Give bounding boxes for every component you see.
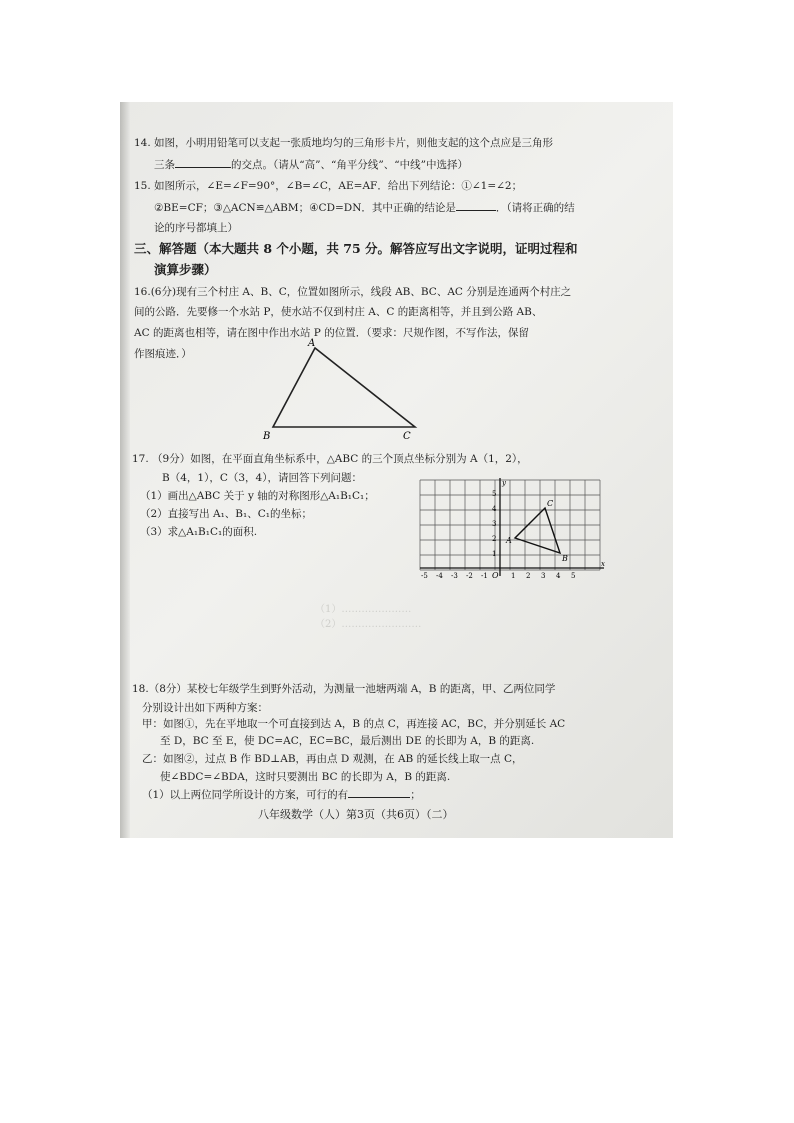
x-tick-label: -3 bbox=[451, 572, 458, 580]
triangle-abc-grid bbox=[515, 508, 560, 553]
page-edge-shadow bbox=[120, 102, 130, 838]
q15-line2 bbox=[154, 200, 575, 215]
exam-page-photo bbox=[120, 102, 673, 838]
q17-part3: （3）求△A₁B₁C₁的面积. bbox=[140, 526, 258, 538]
bleed-through-text-1: （1）………………… bbox=[315, 604, 412, 615]
q15-answer-blank[interactable] bbox=[456, 200, 496, 211]
x-tick-label: -2 bbox=[466, 572, 473, 580]
q18-line1: 18.（8分）某校七年级学生到野外活动，为测量一池塘两端 A，B 的距离，甲、乙两位同学 bbox=[132, 683, 556, 695]
grid-triangle bbox=[505, 499, 568, 563]
grid-point-label-c: C bbox=[547, 499, 554, 508]
q15-line3: 论的序号都填上） bbox=[154, 222, 238, 234]
q18-line7-b: ； bbox=[410, 789, 421, 801]
grid-point-label-b: B bbox=[562, 554, 568, 563]
q18-line7 bbox=[142, 787, 421, 802]
grid-point-label-a: A bbox=[506, 536, 512, 545]
origin-label: O bbox=[492, 571, 499, 580]
q15-line2-b: ．（请将正确的结 bbox=[495, 202, 575, 214]
bleed-through-text-2: （2）…………………… bbox=[315, 619, 422, 630]
q18-line5: 乙：如图②，过点 B 作 BD⊥AB，再由点 D 观测，在 AB 的延长线上取一点 C， bbox=[142, 753, 523, 765]
x-tick-label: 1 bbox=[511, 572, 516, 580]
y-tick-label: 4 bbox=[492, 505, 497, 513]
grid-lines bbox=[420, 480, 600, 570]
triangle-abc bbox=[273, 348, 415, 427]
x-tick-label: 3 bbox=[541, 572, 546, 580]
grid-axes bbox=[420, 478, 604, 576]
q14-answer-blank[interactable] bbox=[175, 157, 231, 168]
q16-line2: 间的公路．先要修一个水站 P，使水站不仅到村庄 A、C 的距离相等，并且到公路 AB、 bbox=[134, 306, 543, 318]
y-tick-label: 1 bbox=[492, 550, 497, 558]
y-tick-label: 3 bbox=[492, 520, 497, 528]
q17-line1: 17. （9分）如图，在平面直角坐标系中，△ABC 的三个顶点坐标分别为 A（1，2）， bbox=[132, 453, 528, 465]
x-tick-label: 4 bbox=[556, 572, 561, 580]
q18-line4: 至 D，BC 至 E，使 DC=AC，EC=BC，最后测出 DE 的长即为 A，B 的距离. bbox=[160, 735, 535, 747]
q16-line3: AC 的距离也相等，请在图中作出水站 P 的位置．（要求：尺规作图，不写作法，保留 bbox=[134, 327, 529, 339]
x-tick-label: -4 bbox=[436, 572, 443, 580]
q16-line4: 作图痕迹．） bbox=[134, 348, 192, 360]
q16-line1: 16.(6分)现有三个村庄 A、B、C，位置如图所示，线段 AB、BC、AC 分别是连通两个村庄之 bbox=[134, 286, 572, 298]
q15-line2-a: ②BE=CF；③△ACN≌△ABM；④CD=DN．其中正确的结论是 bbox=[154, 202, 456, 214]
vertex-label-a: A bbox=[308, 338, 316, 349]
y-tick-label: 5 bbox=[492, 490, 497, 498]
q14-line2-a: 三条 bbox=[154, 159, 175, 171]
q17-line2: B（4，1），C（3，4），请回答下列问题： bbox=[162, 472, 362, 484]
x-tick-label: -1 bbox=[481, 572, 488, 580]
x-tick-label: -5 bbox=[421, 572, 428, 580]
q17-part2: （2）直接写出 A₁、B₁、C₁的坐标； bbox=[140, 508, 312, 520]
vertex-label-b: B bbox=[263, 431, 271, 442]
q18-answer-blank[interactable] bbox=[348, 787, 410, 798]
section3-heading-line2: 演算步骤） bbox=[154, 262, 217, 277]
grid-labels bbox=[421, 479, 605, 580]
section3-heading-line1: 三、解答题（本大题共 8 个小题，共 75 分。解答应写出文字说明，证明过程和 bbox=[134, 241, 578, 256]
q18-line3: 甲：如图①，先在平地取一个可直接到达 A，B 的点 C，再连接 AC，BC，并分别延长 AC bbox=[142, 718, 566, 730]
q15-line1: 15. 如图所示，∠E=∠F=90°，∠B=∠C，AE=AF．给出下列结论：①∠1=∠2； bbox=[134, 180, 523, 192]
q17-part1: （1）画出△ABC 关于 y 轴的对称图形△A₁B₁C₁； bbox=[140, 490, 375, 502]
x-tick-label: 2 bbox=[526, 572, 531, 580]
q18-line2: 分别设计出如下两种方案： bbox=[142, 702, 268, 714]
q14-line1: 14. 如图，小明用铅笔可以支起一张质地均匀的三角形卡片，则他支起的这个点应是三角形 bbox=[134, 137, 554, 149]
q18-line7-a: （1）以上两位同学所设计的方案，可行的有 bbox=[142, 789, 349, 801]
q18-line6: 使∠BDC=∠BDA，这时只要测出 BC 的长即为 A，B 的距离. bbox=[160, 771, 451, 783]
y-tick-label: 2 bbox=[492, 535, 497, 543]
vertex-label-c: C bbox=[403, 431, 411, 442]
q14-line2 bbox=[154, 157, 468, 172]
q17-coordinate-grid bbox=[418, 478, 605, 590]
x-tick-label: 5 bbox=[571, 572, 576, 580]
q16-triangle-figure bbox=[260, 334, 430, 446]
x-axis-label: x bbox=[601, 560, 605, 568]
q14-line2-b: 的交点。（请从“高”、“角平分线”、“中线”中选择） bbox=[231, 159, 468, 171]
y-axis-label: y bbox=[502, 479, 506, 487]
page-footer: 八年级数学（人）第3页（共6页）（二） bbox=[258, 808, 454, 821]
